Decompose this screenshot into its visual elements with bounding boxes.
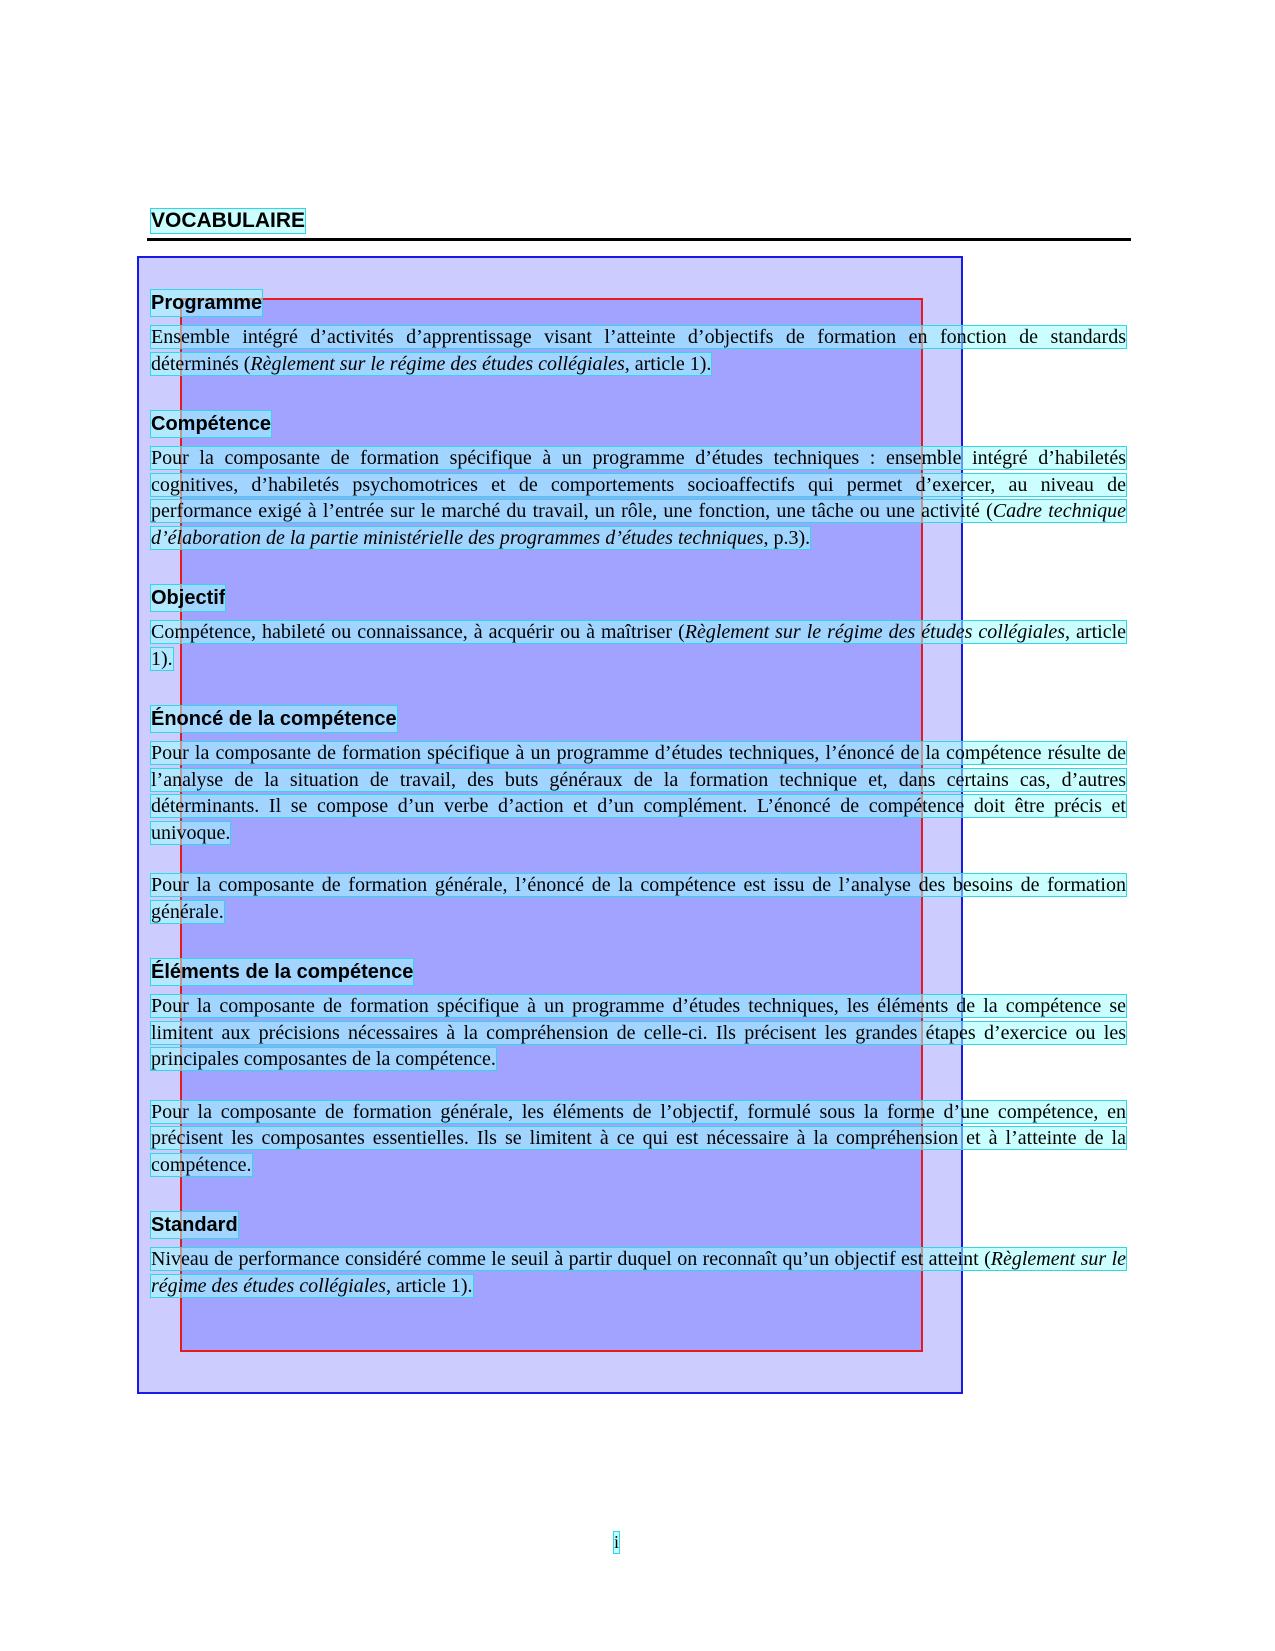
definition-text: Niveau de performance considéré comme le seuil à partir duquel on reconnaît qu’un objectif est atteint ( — [151, 1248, 991, 1270]
definition-paragraph — [151, 993, 1126, 1073]
definition-paragraph — [151, 619, 1126, 672]
term-section — [151, 290, 1126, 377]
source-citation: Règlement sur le régime des études collégiales — [151, 1248, 1126, 1297]
definition-text: Pour la composante de formation générale, les éléments de l’objectif, formulé sous la forme d’une compétence, en précisent les composantes essentielles. Ils se limitent à ce qui est nécessaire à la compréhension et à l’atteinte de la compétence. — [151, 1100, 1126, 1176]
source-citation: Règlement sur le régime des études collégiales — [684, 621, 1066, 643]
definition-paragraph — [151, 324, 1126, 377]
definition-text: Pour la composante de formation générale, l’énoncé de la compétence est issu de l’analyse des besoins de formation générale. — [151, 874, 1126, 923]
page-number: i — [614, 1532, 620, 1552]
definition-text: Pour la composante de formation spécifique à un programme d’études techniques, les éléments de la compétence se limitent aux précisions nécessaires à la compréhension de celle-ci. Ils précisent les grandes étapes d’exercice ou les principales composantes de la compétence. — [151, 995, 1126, 1070]
definition-text: Pour la composante de formation spécifique à un programme d’études techniques, l’énoncé de la compétence résulte de l’analyse de la situation de travail, des buts généraux de la formation technique et, dans certains cas, d’autres déterminants. Il se compose d’un verbe d’action et d’un complément. L’énoncé de compétence doit être précis et univoque. — [151, 742, 1126, 844]
definition-text: Compétence, habileté ou connaissance, à acquérir ou à maîtriser ( — [151, 621, 685, 643]
definition-paragraph — [151, 872, 1126, 925]
page-title: VOCABULAIRE — [151, 209, 306, 232]
term-section — [151, 585, 1126, 672]
citation-reference: , article 1). — [151, 621, 1127, 670]
citation-reference: , p.3). — [763, 526, 811, 549]
term-heading: Programme — [151, 292, 263, 314]
definition-paragraph — [151, 1099, 1126, 1179]
definition-paragraph — [151, 740, 1126, 846]
term-heading: Énoncé de la compétence — [151, 708, 397, 730]
term-section — [151, 411, 1126, 551]
definition-paragraph — [151, 445, 1126, 551]
term-heading: Standard — [151, 1214, 238, 1236]
term-section — [151, 1212, 1126, 1299]
term-heading: Objectif — [151, 587, 226, 609]
term-heading: Éléments de la compétence — [151, 961, 414, 983]
definition-paragraph — [151, 1246, 1126, 1299]
source-citation: Règlement sur le régime des études collégiales — [250, 352, 625, 375]
term-section — [151, 706, 1126, 925]
title-divider — [147, 238, 1131, 241]
definition-text: Pour la composante de formation spécifique à un programme d’études techniques : ensemble intégré d’habiletés cognitives, d’habiletés psychomotrices et de comportements socioaffectifs qui permet d’exercer, au niveau de performance exigé à l’entrée sur le marché du travail, un rôle, une fonction, une tâche ou une activité ( — [151, 447, 1126, 522]
citation-reference: , article 1). — [624, 352, 712, 375]
vocabulary-content — [151, 290, 1126, 1333]
term-heading: Compétence — [151, 413, 272, 435]
term-section — [151, 959, 1126, 1178]
definition-text: Ensemble intégré d’activités d’apprentissage visant l’atteinte d’objectifs de formation en fonction de standards déterminés ( — [151, 326, 1126, 375]
source-citation: Cadre technique d’élaboration de la partie ministérielle des programmes d’études techniques — [151, 500, 1126, 549]
citation-reference: , article 1). — [385, 1274, 473, 1297]
